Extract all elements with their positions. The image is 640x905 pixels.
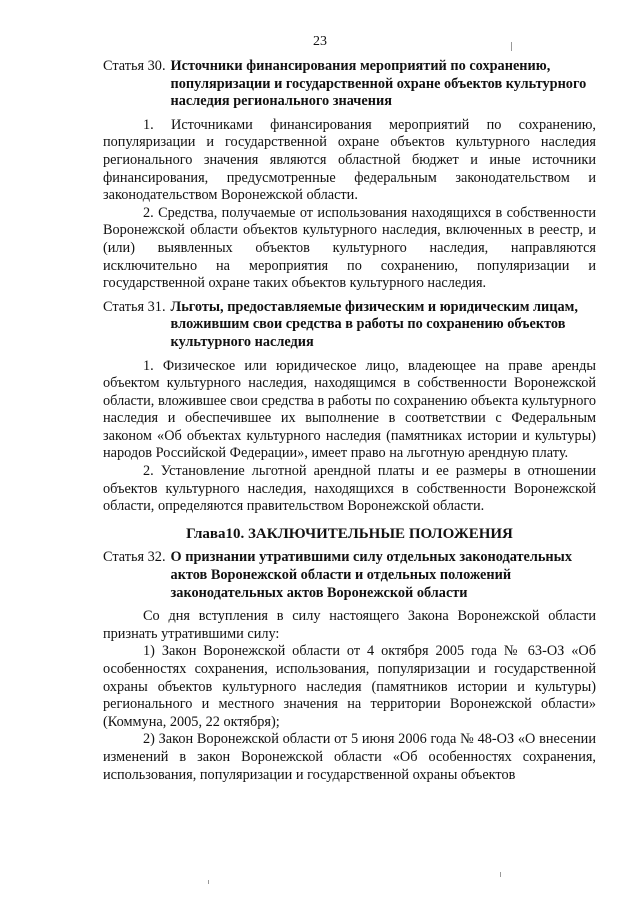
article-32-heading [103, 549, 596, 602]
article-30-paragraph-2: 2. Средства, получаемые от использования находящихся в собственности Воронежской области объектов культурного наследия, включенных в реестр, и (или) выявленных объектов культурного наследия, направляются исключительно на мероприятия по сохранению, популяризации и государственной охране таких объектов культурного наследия. [103, 204, 596, 292]
scan-mark [500, 872, 501, 877]
scan-mark [511, 42, 512, 51]
scan-mark [208, 880, 209, 884]
article-32-title: О признании утратившими силу отдельных законодательных актов Воронежской области и отдельных положений законодательных актов Воронежской области [170, 549, 572, 601]
article-31-number: Статья 31. [103, 298, 166, 315]
article-32-item-2: 2) Закон Воронежской области от 5 июня 2006 года № 48-ОЗ «О внесении изменений в закон Воронежской области «Об особенностях сохранения, использования, популяризации и государственной охраны объектов [103, 731, 596, 783]
article-32-item-1: 1) Закон Воронежской области от 4 октября 2005 года № 63-ОЗ «Об особенностях сохранения, использования, популяризации и государственной охраны объектов культурного наследия (памятников истории и культуры) регионального и местного значения на территории Воронежской области» (Коммуна, 2005, 22 октября); [103, 643, 596, 730]
article-31-title: Льготы, предоставляемые физическим и юридическим лицам, вложившим свои средства в работы по сохранению объектов культурного наследия [170, 298, 578, 350]
article-32-intro: Со дня вступления в силу настоящего Закона Воронежской области признать утратившими силу: [103, 608, 596, 642]
page-number: 23 [313, 34, 327, 49]
article-31-paragraph-1: 1. Физическое или юридическое лицо, владеющее на праве аренды объектом культурного наследия, находящимся в собственности Воронежской области, вложившее свои средства в работы по сохранению объекта культурного наследия и обеспечившее их выполнение в соответствии с Федеральным законом «Об объектах культурного наследия (памятниках истории и культуры) народов Российской Федерации», имеет право на льготную арендную плату. [103, 357, 596, 462]
article-30-title: Источники финансирования мероприятий по сохранению, популяризации и государственной охране объектов культурного наследия регионального значения [170, 58, 587, 110]
article-32-number: Статья 32. [103, 549, 166, 566]
document-body [103, 58, 596, 784]
chapter-10-heading: Глава10. ЗАКЛЮЧИТЕЛЬНЫЕ ПОЛОЖЕНИЯ [186, 525, 513, 542]
article-30-number: Статья 30. [103, 58, 166, 74]
article-31-paragraph-2: 2. Установление льготной арендной платы и ее размеры в отношении объектов культурного наследия, находящихся в собственности Воронежской области, определяются правительством Воронежской области. [103, 463, 596, 515]
article-30-heading [103, 58, 596, 111]
article-30-paragraph-1: 1. Источниками финансирования мероприятий по сохранению, популяризации и государственной охране объектов культурного наследия регионального значения являются областной бюджет и иные источники финансирования, предусмотренные федеральным законодательством и законодательством Воронежской области. [103, 116, 596, 204]
article-31-heading [103, 299, 596, 352]
